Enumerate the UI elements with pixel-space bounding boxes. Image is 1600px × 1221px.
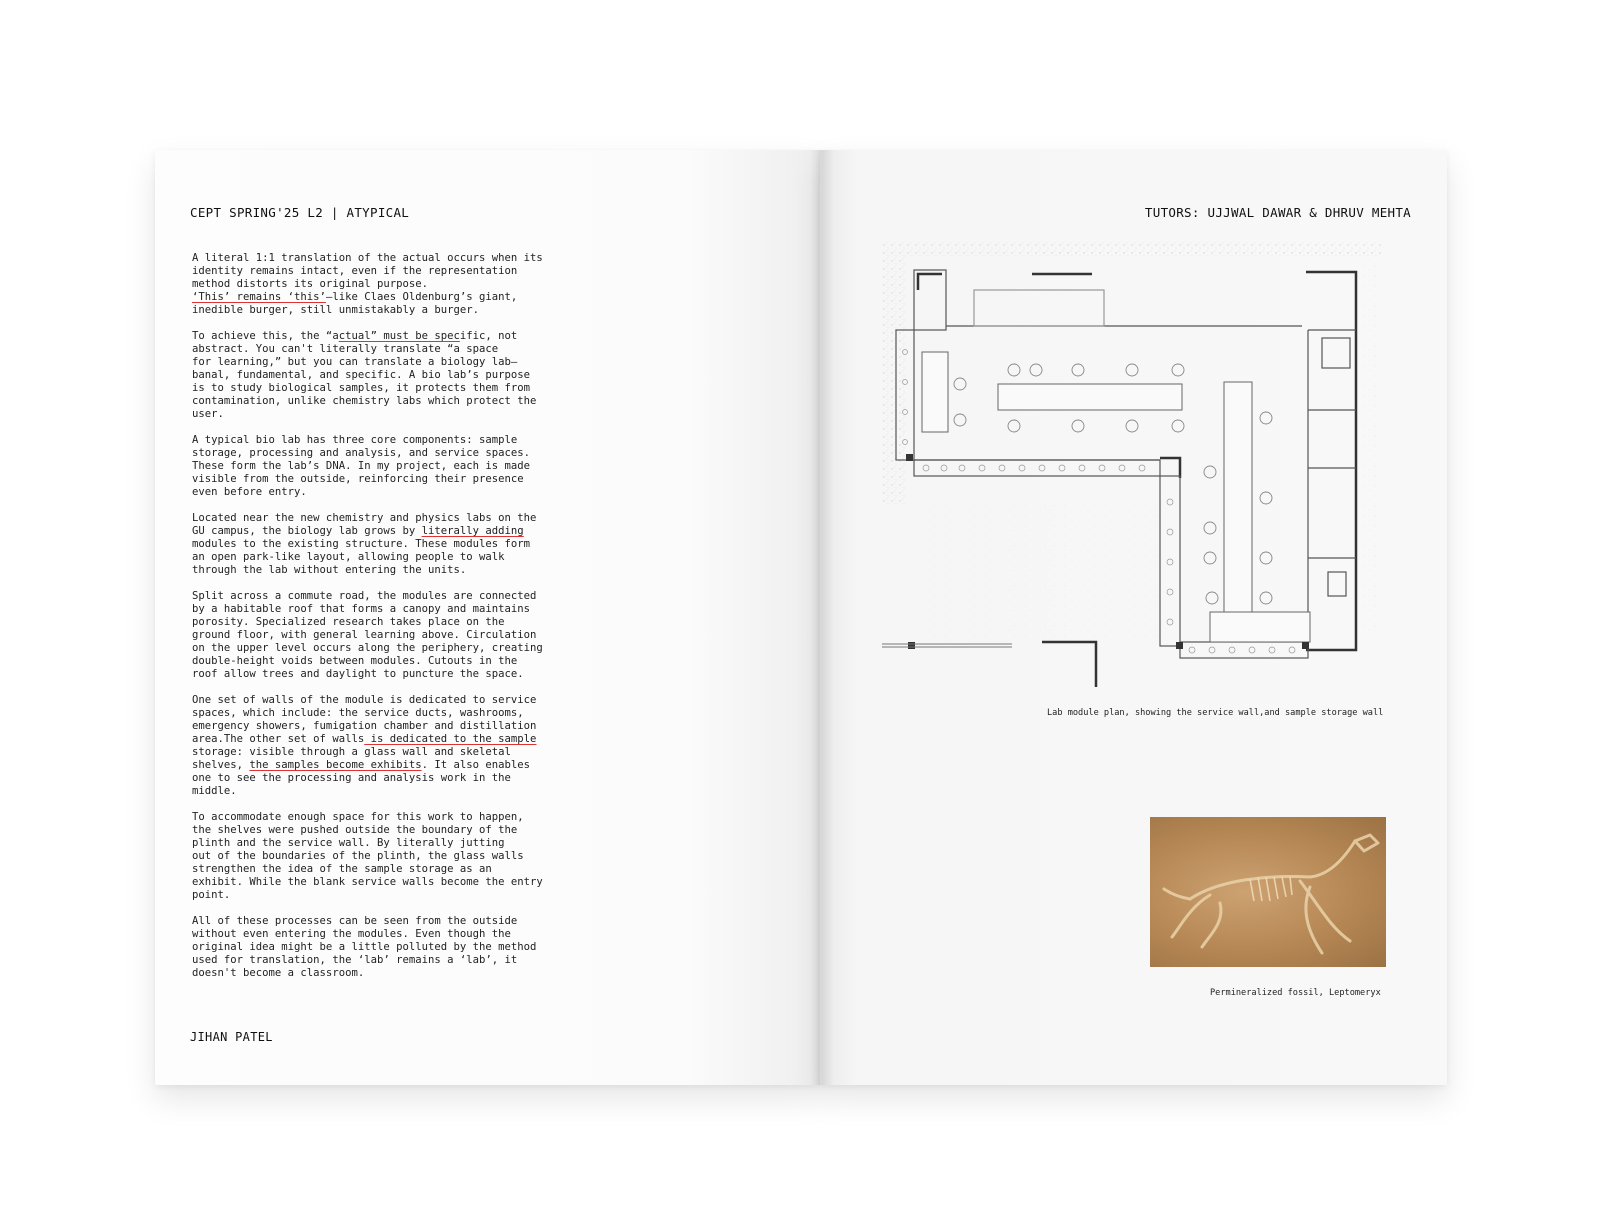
site-texture-bottom: [906, 504, 1156, 644]
essay-paragraph-6: One set of walls of the module is dedicated to service spaces, which include: the service ducts, washrooms, emergency showers, fumigation chamber and distillation area.The other set of walls is dedicated to the sample storage: visible through a glass wall and skeletal shelves, the samples become exhibits. It also enables one to see the processing and analysis work in the middle.: [192, 694, 537, 797]
fossil-skeleton: [1150, 817, 1386, 967]
author-name: JIHAN PATEL: [190, 1030, 273, 1044]
plan-caption: Lab module plan, showing the service wall,and sample storage wall: [1047, 708, 1384, 718]
lab-module-plan: [882, 242, 1386, 692]
essay-paragraph-4: Located near the new chemistry and physics labs on the GU campus, the biology lab grows by literally adding modules to the existing structure. These modules form an open park-like layout, allowing people to walk through the lab without entering the units.: [192, 512, 537, 576]
essay-paragraph-8: All of these processes can be seen from the outside without even entering the modules. Even though the original idea might be a little polluted by the method used for translation, the ‘lab’ remains a ‘lab’, it doesn't become a classroom.: [192, 915, 537, 979]
essay-paragraph-1: A literal 1:1 translation of the actual occurs when its identity remains intact, even if the representation method distorts its original purpose. ‘This’ remains ‘this’—like Claes Oldenburg’s giant, inedible burger, still unmistakably a burger.: [192, 252, 543, 316]
essay-paragraph-2: To achieve this, the “actual” must be specific, not abstract. You can't literally translate “a space for learning,” but you can translate a biology lab— banal, fundamental, and specific. A bio lab’s purpose is to study biological samples, it protects them from contamination, unlike chemistry labs which protect the user.: [192, 330, 537, 420]
fossil-caption: Permineralized fossil, Leptomeryx: [1210, 988, 1381, 998]
plan-entry-line: [882, 644, 1012, 647]
essay-text: [192, 252, 560, 993]
course-header: CEPT SPRING'25 L2 | ATYPICAL: [190, 205, 410, 220]
left-page: [155, 150, 820, 1085]
site-texture-top: [882, 242, 1382, 256]
tutors-header: TUTORS: UJJWAL DAWAR & DHRUV MEHTA: [1144, 205, 1411, 220]
magazine-spread: [130, 128, 1470, 1108]
essay-paragraph-7: To accommodate enough space for this work to happen, the shelves were pushed outside the boundary of the plinth and the service wall. By literally jutting out of the boundaries of the plinth, the glass walls strengthen the idea of the sample storage as an exhibit. While the blank service walls become the entry point.: [192, 811, 543, 901]
site-texture-left: [882, 256, 906, 504]
essay-paragraph-3: A typical bio lab has three core components: sample storage, processing and analysis, and service spaces. These form the lab’s DNA. In my project, each is made visible from the outside, reinforcing their presence even before entry.: [192, 434, 531, 498]
book-spine-shadow: [810, 150, 834, 1085]
right-page: [820, 150, 1447, 1085]
fossil-image: [1150, 817, 1386, 967]
site-texture-right: [1362, 256, 1382, 636]
essay-paragraph-5: Split across a commute road, the modules are connected by a habitable roof that forms a canopy and maintains porosity. Specialized research takes place on the ground floor, with general learning above. Circulation on the upper level occurs along the periphery, creating double-height voids between modules. Cutouts in the roof allow trees and daylight to puncture the space.: [192, 590, 543, 680]
